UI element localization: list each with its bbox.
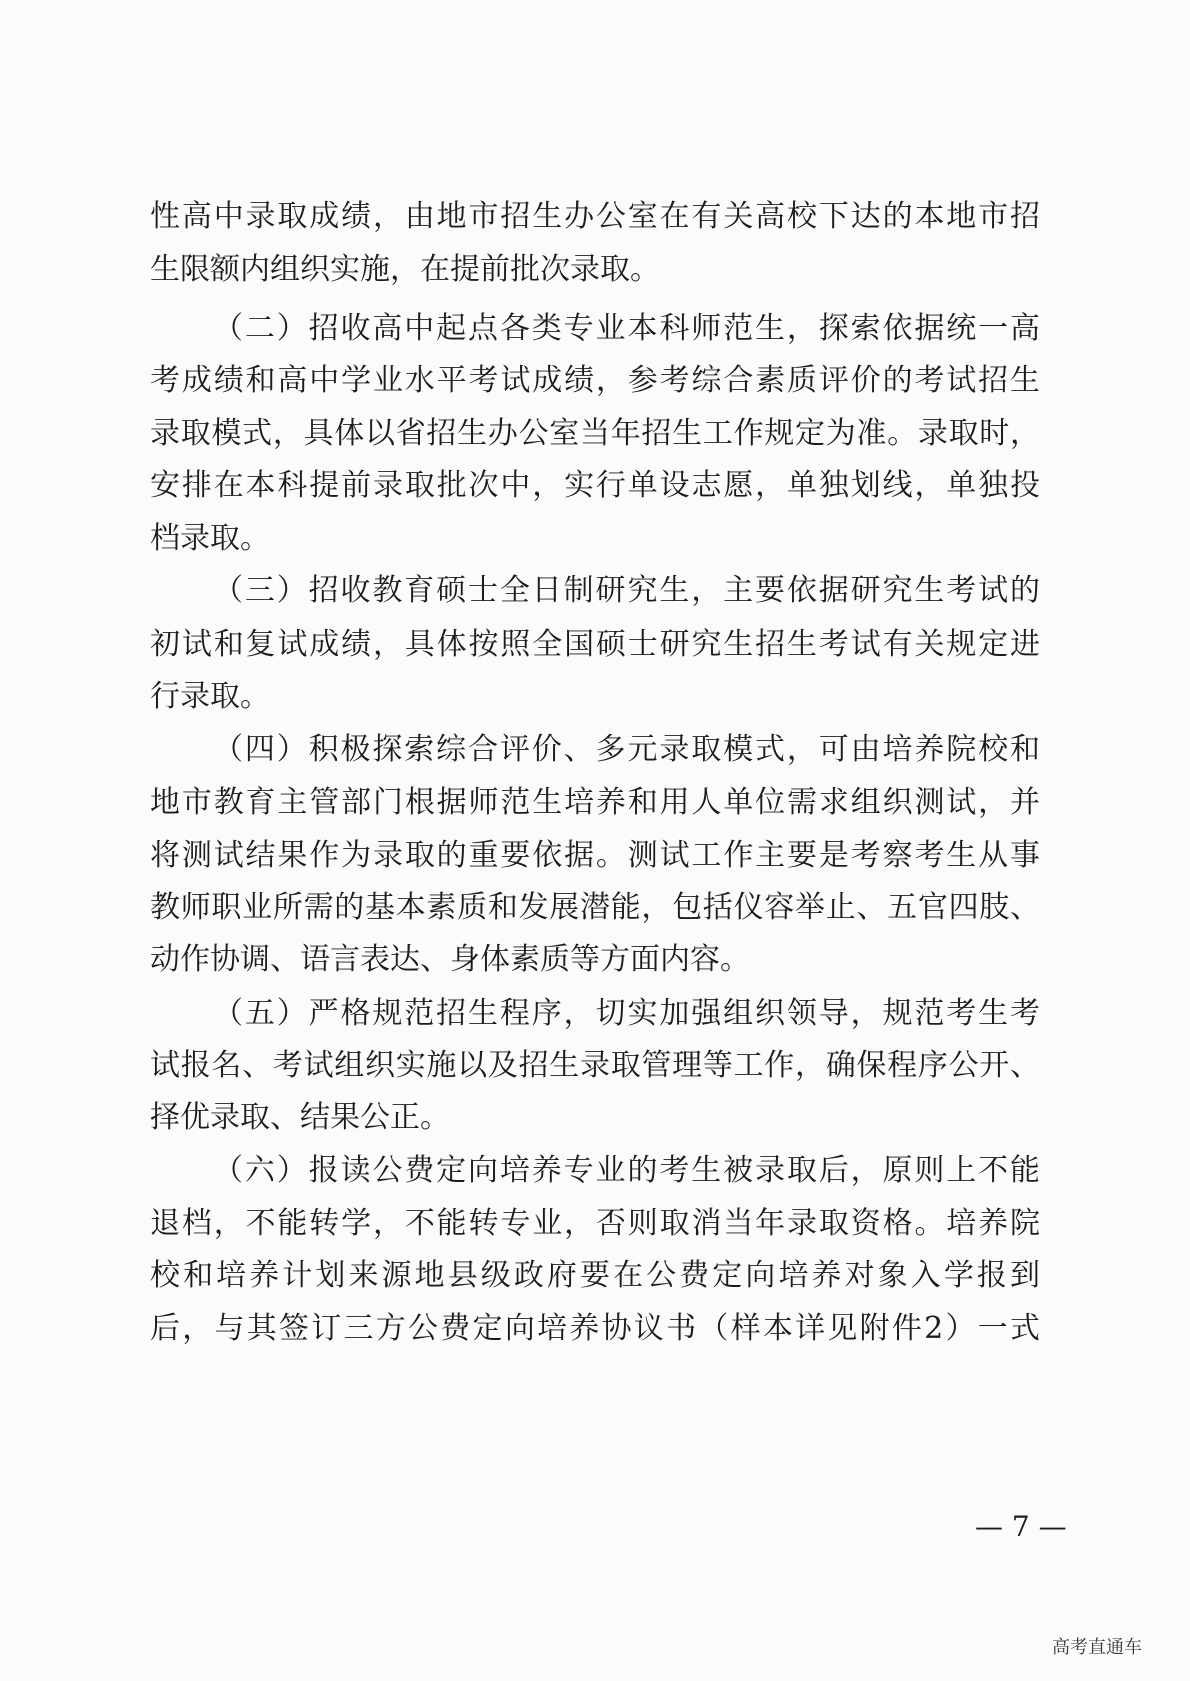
paragraph-line: （二）招收高中起点各类专业本科师范生，探索依据统一高	[213, 311, 1040, 346]
paragraph-line: 初试和复试成绩，具体按照全国硕士研究生招生考试有关规定进	[150, 627, 1040, 662]
paragraph-line: 安排在本科提前录取批次中，实行单设志愿，单独划线，单独投	[150, 468, 1040, 503]
paragraph-line: 教师职业所需的基本素质和发展潜能，包括仪容举止、五官四肢、	[150, 890, 1040, 925]
paragraph-line: 生限额内组织实施，在提前批次录取。	[150, 252, 660, 287]
paragraph-line: 退档，不能转学，不能转专业，否则取消当年录取资格。培养院	[150, 1206, 1040, 1241]
paragraph-line: 将测试结果作为录取的重要依据。测试工作主要是考察考生从事	[150, 838, 1040, 873]
paragraph-line: 校和培养计划来源地县级政府要在公费定向培养对象入学报到	[150, 1258, 1040, 1293]
paragraph-line: 录取模式，具体以省招生办公室当年招生工作规定为准。录取时，	[150, 416, 1040, 451]
watermark: 高考直通车	[1052, 1637, 1142, 1658]
paragraph-line: （三）招收教育硕士全日制研究生，主要依据研究生考试的	[213, 573, 1040, 608]
page-number: — 7 —	[975, 1510, 1067, 1543]
paragraph-line: 后，与其签订三方公费定向培养协议书（样本详见附件2）一式	[150, 1311, 1040, 1346]
paragraph-line: （五）严格规范招生程序，切实加强组织领导，规范考生考	[213, 996, 1040, 1031]
paragraph-line: 考成绩和高中学业水平考试成绩，参考综合素质评价的考试招生	[150, 363, 1040, 398]
paragraph-line: （四）积极探索综合评价、多元录取模式，可由培养院校和	[213, 732, 1040, 767]
paragraph-line: 试报名、考试组织实施以及招生录取管理等工作，确保程序公开、	[150, 1048, 1040, 1083]
paragraph-line: 动作协调、语言表达、身体素质等方面内容。	[150, 942, 750, 977]
paragraph-line: 行录取。	[150, 679, 270, 714]
paragraph-line: 性高中录取成绩，由地市招生办公室在有关高校下达的本地市招	[150, 199, 1040, 234]
paragraph-line: （六）报读公费定向培养专业的考生被录取后，原则上不能	[213, 1153, 1040, 1188]
paragraph-line: 档录取。	[150, 521, 270, 556]
paragraph-line: 地市教育主管部门根据师范生培养和用人单位需求组织测试，并	[150, 785, 1040, 820]
paragraph-line: 择优录取、结果公正。	[150, 1100, 450, 1135]
